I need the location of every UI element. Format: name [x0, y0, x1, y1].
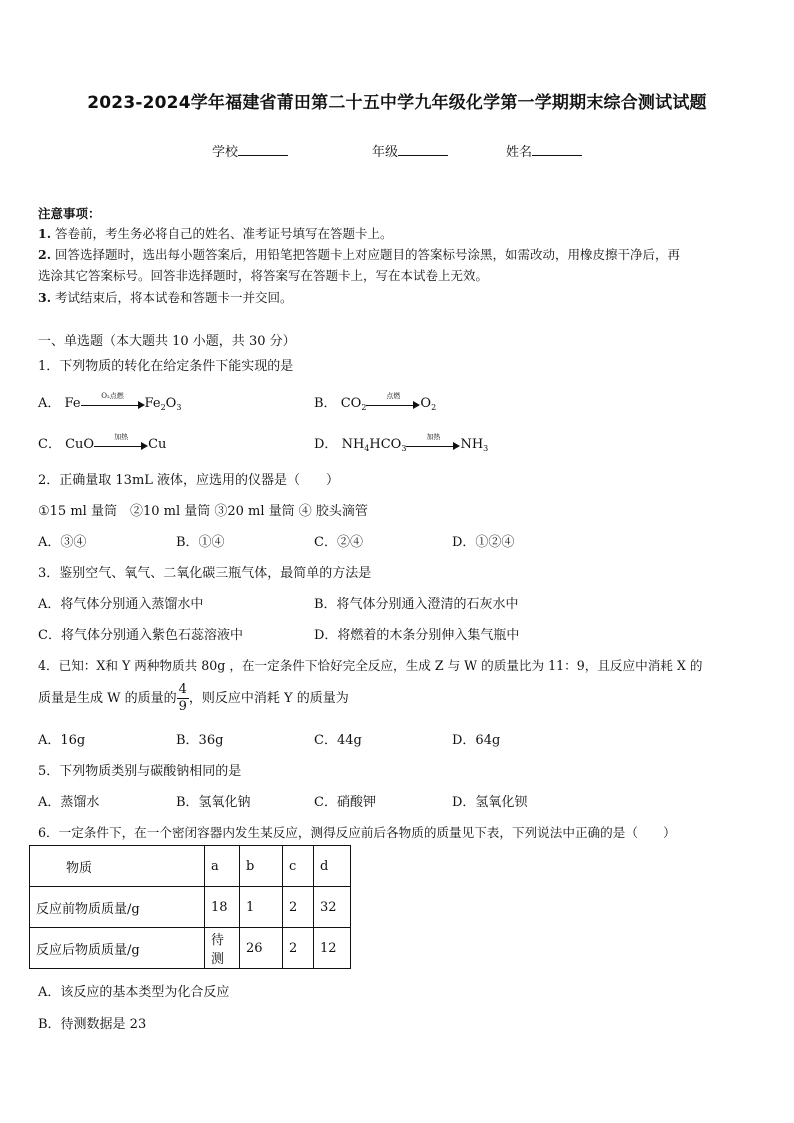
table-cell: b	[240, 846, 283, 887]
q6-option-b[interactable]: B．待测数据是 23	[38, 1017, 147, 1032]
table-cell: 26	[240, 928, 283, 969]
notice-text: 回答选择题时，选出每小题答案后，用铅笔把答题卡上对应题目的答案标号涂黑，如需改动，用橡皮擦干净后，再	[55, 247, 681, 262]
school-field	[212, 141, 288, 160]
q3-option-a[interactable]: A．将气体分别通入蒸馏水中	[38, 597, 204, 612]
q2-option-d[interactable]: D．①②④	[452, 535, 515, 550]
q4-stem-line2	[38, 682, 349, 715]
arrow-condition: 加热	[114, 432, 129, 441]
grade-blank[interactable]	[398, 143, 448, 156]
q5-stem: 5．下列物质类别与碳酸钠相同的是	[38, 764, 242, 779]
subscript: 3	[401, 444, 407, 453]
q6-data-table	[29, 845, 351, 969]
q2-option-b[interactable]: B．①④	[176, 535, 225, 550]
table-cell: c	[283, 846, 314, 887]
name-blank[interactable]	[532, 143, 582, 156]
q2-option-a[interactable]: A．③④	[38, 535, 87, 550]
notice-heading: 注意事项：	[38, 206, 101, 221]
table-header-row	[30, 846, 351, 887]
q6-stem: 6．一定条件下，在一个密闭容器内发生某反应，测得反应前后各物质的质量见下表，下列说法中正确的是（ ）	[38, 825, 676, 840]
table-cell: 物质	[30, 846, 205, 887]
notice-item-3	[38, 288, 293, 306]
formula: O	[165, 396, 177, 411]
q4-stem-text: 质量是生成 W 的质量的	[38, 691, 177, 706]
q2-stem: 2．正确量取 13mL 液体，应选用的仪器是（ ）	[38, 473, 340, 488]
q5-option-d[interactable]: D．氢氧化钡	[452, 795, 528, 810]
reaction-arrow	[94, 432, 148, 450]
grade-field	[372, 141, 448, 160]
notice-num: 3.	[38, 290, 52, 305]
section-heading: 一、单选题（本大题共 10 小题，共 30 分）	[38, 334, 296, 349]
name-label: 姓名	[506, 145, 533, 160]
subscript: 3	[176, 403, 182, 412]
q4-stem-line1: 4．已知：X和 Y 两种物质共 80g ，在一定条件下恰好完全反应，生成 Z 与 W 的质量比为 11：9，且反应中消耗 X 的	[38, 658, 703, 673]
table-cell: 32	[314, 887, 351, 928]
arrow-condition: 点燃	[386, 391, 401, 400]
subscript: 4	[364, 444, 370, 453]
formula: CuO	[65, 437, 95, 452]
q2-option-c[interactable]: C．②④	[314, 535, 363, 550]
formula: HCO	[369, 437, 402, 452]
q6-option-a[interactable]: A．该反应的基本类型为化合反应	[38, 985, 230, 1000]
q3-option-b[interactable]: B．将气体分别通入澄清的石灰水中	[314, 597, 519, 612]
notice-text: 考试结束后，将本试卷和答题卡一并交回。	[55, 290, 293, 305]
q3-stem: 3．鉴别空气、氧气、二氧化碳三瓶气体，最简单的方法是	[38, 566, 372, 581]
table-row	[30, 887, 351, 928]
q1-option-a[interactable]	[38, 392, 181, 412]
q3-option-c[interactable]: C．将气体分别通入紫色石蕊溶液中	[38, 628, 243, 643]
formula: CO	[340, 396, 362, 411]
formula: O	[420, 396, 432, 411]
option-label: A．	[38, 396, 61, 411]
reaction-arrow	[406, 432, 460, 450]
grade-label: 年级	[372, 145, 399, 160]
table-cell: 反应前物质质量/g	[30, 887, 205, 928]
q1-option-b[interactable]	[314, 392, 436, 412]
q4-option-b[interactable]: B．36g	[176, 733, 224, 748]
q1-option-d[interactable]	[314, 433, 488, 453]
option-label: B．	[314, 396, 337, 411]
q3-option-d[interactable]: D．将燃着的木条分别伸入集气瓶中	[314, 628, 520, 643]
table-cell: 2	[283, 887, 314, 928]
fraction-denominator: 9	[178, 699, 187, 714]
option-label: D．	[314, 437, 338, 452]
subscript: 2	[160, 403, 166, 412]
q4-fraction	[177, 682, 189, 715]
table-cell: 待测	[205, 928, 240, 969]
formula: NH	[341, 437, 365, 452]
q4-stem-text: ，则反应中消耗 Y 的质量为	[188, 691, 349, 706]
fraction-numerator: 4	[178, 682, 187, 697]
q4-option-a[interactable]: A．16g	[38, 733, 86, 748]
formula: Cu	[148, 437, 167, 452]
school-label: 学校	[212, 145, 239, 160]
q5-option-a[interactable]: A．蒸馏水	[38, 795, 100, 810]
school-blank[interactable]	[238, 143, 288, 156]
notice-item-1	[38, 224, 393, 242]
formula: Fe	[64, 396, 81, 411]
q1-stem: 1．下列物质的转化在给定条件下能实现的是	[38, 359, 294, 374]
subscript: 2	[361, 403, 367, 412]
table-cell: 1	[240, 887, 283, 928]
name-field	[506, 141, 582, 160]
q5-option-c[interactable]: C．硝酸钾	[314, 795, 376, 810]
option-label: C．	[38, 437, 61, 452]
table-cell: 12	[314, 928, 351, 969]
table-cell: 18	[205, 887, 240, 928]
table-cell: 反应后物质质量/g	[30, 928, 205, 969]
table-cell: 2	[283, 928, 314, 969]
notice-item-2	[38, 245, 680, 263]
subscript: 3	[483, 444, 489, 453]
formula: Fe	[144, 396, 161, 411]
q5-option-b[interactable]: B．氢氧化钠	[176, 795, 251, 810]
subscript: 2	[431, 403, 437, 412]
arrow-condition: 加热	[426, 432, 441, 441]
q2-list: ①15 ml 量筒 ②10 ml 量筒 ③20 ml 量筒 ④ 胶头滴管	[38, 504, 368, 519]
notice-num: 1.	[38, 226, 52, 241]
q1-option-c[interactable]	[38, 433, 166, 452]
formula: NH	[460, 437, 484, 452]
q4-option-d[interactable]: D．64g	[452, 733, 501, 748]
reaction-arrow	[81, 391, 145, 409]
notice-item-2-cont: 选涂其它答案标号。回答非选择题时，将答案写在答题卡上，写在本试卷上无效。	[38, 268, 489, 283]
notice-num: 2.	[38, 247, 52, 262]
q4-option-c[interactable]: C．44g	[314, 733, 362, 748]
arrow-condition: O₂点燃	[101, 391, 124, 400]
table-cell: a	[205, 846, 240, 887]
table-cell: d	[314, 846, 351, 887]
page-title: 2023-2024学年福建省莆田第二十五中学九年级化学第一学期期末综合测试试题	[87, 93, 707, 113]
table-row	[30, 928, 351, 969]
notice-text: 答卷前，考生务必将自己的姓名、准考证号填写在答题卡上。	[55, 226, 393, 241]
reaction-arrow	[366, 391, 420, 409]
